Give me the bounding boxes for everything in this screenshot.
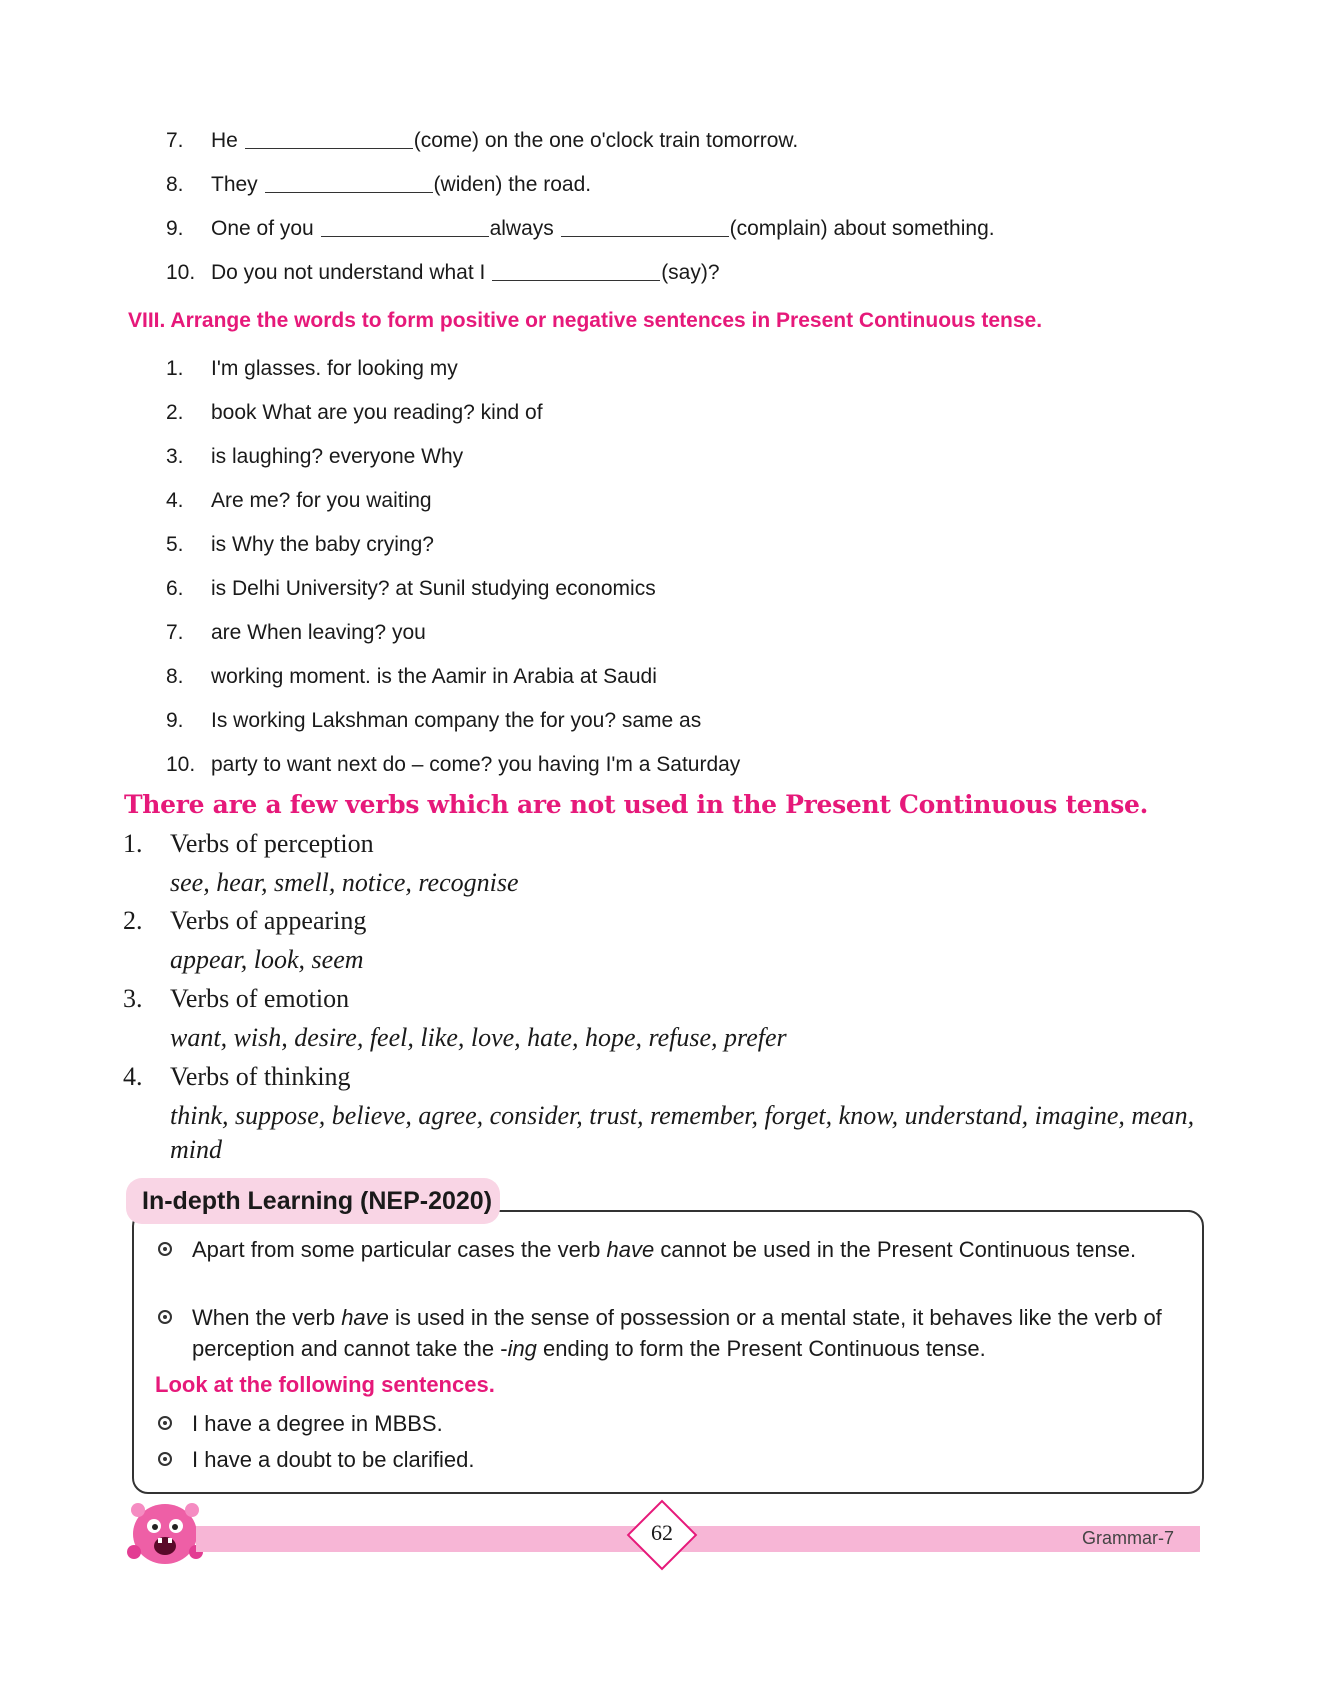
exercise-row: 9. One of you always (complain) about something. [166, 217, 995, 240]
list-item [166, 752, 740, 778]
item-number: 4. [166, 489, 184, 512]
section-heading: VIII. Arrange the words to form positive or negative sentences in Present Continuous tense. [128, 309, 1043, 332]
item-number: 3. [166, 445, 184, 468]
footer-bar [196, 1526, 1200, 1552]
item-number: 7. [166, 621, 184, 644]
item-text: I'm glasses. for looking my [211, 357, 458, 380]
example-sentence: I have a degree in MBBS. [158, 1408, 1192, 1439]
indepth-bullet: When the verb have is used in the sense of possession or a mental state, it behaves like the verb of perception and cannot take the -ing ending to form the Present Continuous tense. [158, 1302, 1192, 1364]
item-text: is Why the baby crying? [211, 533, 434, 556]
item-number: 6. [166, 577, 184, 600]
bullet-icon [158, 1310, 172, 1324]
indepth-bullet: Apart from some particular cases the verb have cannot be used in the Present Continuous tense. [158, 1234, 1192, 1265]
list-item [166, 576, 656, 602]
answer-blank[interactable] [561, 218, 729, 237]
verb-examples: think, suppose, believe, agree, consider, trust, remember, forget, know, understand, imagine, mean, mind [170, 1101, 1195, 1164]
item-text: party to want next do – come? you having I'm a Saturday [211, 753, 741, 776]
indepth-title: In-depth Learning (NEP-2020) [126, 1178, 500, 1224]
verb-group-title: 4. Verbs of thinking [123, 1062, 351, 1091]
indepth-subheading: Look at the following sentences. [155, 1372, 495, 1397]
item-text: Is working Lakshman company the for you? same as [211, 709, 702, 732]
verb-group-title: 2. Verbs of appearing [123, 906, 367, 935]
exercise-row: 8. They (widen) the road. [166, 173, 592, 196]
bullet-icon [158, 1416, 172, 1430]
exercise-row: 7. He (come) on the one o'clock train tomorrow. [166, 129, 799, 152]
list-item [166, 664, 657, 690]
answer-blank[interactable] [321, 218, 489, 237]
list-item [166, 620, 426, 646]
bullet-icon [158, 1242, 172, 1256]
divider [500, 1210, 1190, 1212]
example-sentence: I have a doubt to be clarified. [158, 1444, 1192, 1475]
answer-blank[interactable] [265, 174, 433, 193]
item-text: are When leaving? you [211, 621, 426, 644]
list-item [166, 488, 432, 514]
verbs-heading: There are a few verbs which are not used in the Present Continuous tense. [124, 790, 1148, 819]
item-number: 8. [166, 665, 184, 688]
verb-group-title: 3. Verbs of emotion [123, 984, 350, 1013]
item-text: book What are you reading? kind of [211, 401, 543, 424]
answer-blank[interactable] [492, 262, 660, 281]
item-text: is Delhi University? at Sunil studying economics [211, 577, 656, 600]
list-item [166, 400, 543, 426]
list-item [166, 532, 434, 558]
item-number: 9. [166, 709, 184, 732]
item-text: is laughing? everyone Why [211, 445, 464, 468]
list-item [166, 708, 701, 734]
verb-group-title: 1. Verbs of perception [123, 829, 374, 858]
item-number: 1. [166, 357, 184, 380]
item-number: 5. [166, 533, 184, 556]
item-text: Are me? for you waiting [211, 489, 432, 512]
exercise-row: 10. Do you not understand what I (say)? [166, 261, 720, 284]
item-number: 10. [166, 753, 196, 776]
verb-examples: appear, look, seem [170, 945, 364, 974]
item-number: 2. [166, 401, 184, 424]
item-text: working moment. is the Aamir in Arabia at Saudi [211, 665, 657, 688]
list-item [166, 356, 458, 382]
bullet-icon [158, 1452, 172, 1466]
verb-examples: want, wish, desire, feel, like, love, hate, hope, refuse, prefer [170, 1023, 787, 1052]
book-label: Grammar-7 [1082, 1528, 1175, 1548]
page-number: 62 [651, 1520, 673, 1545]
answer-blank[interactable] [245, 130, 413, 149]
verb-examples: see, hear, smell, notice, recognise [170, 868, 519, 897]
list-item [166, 444, 463, 470]
